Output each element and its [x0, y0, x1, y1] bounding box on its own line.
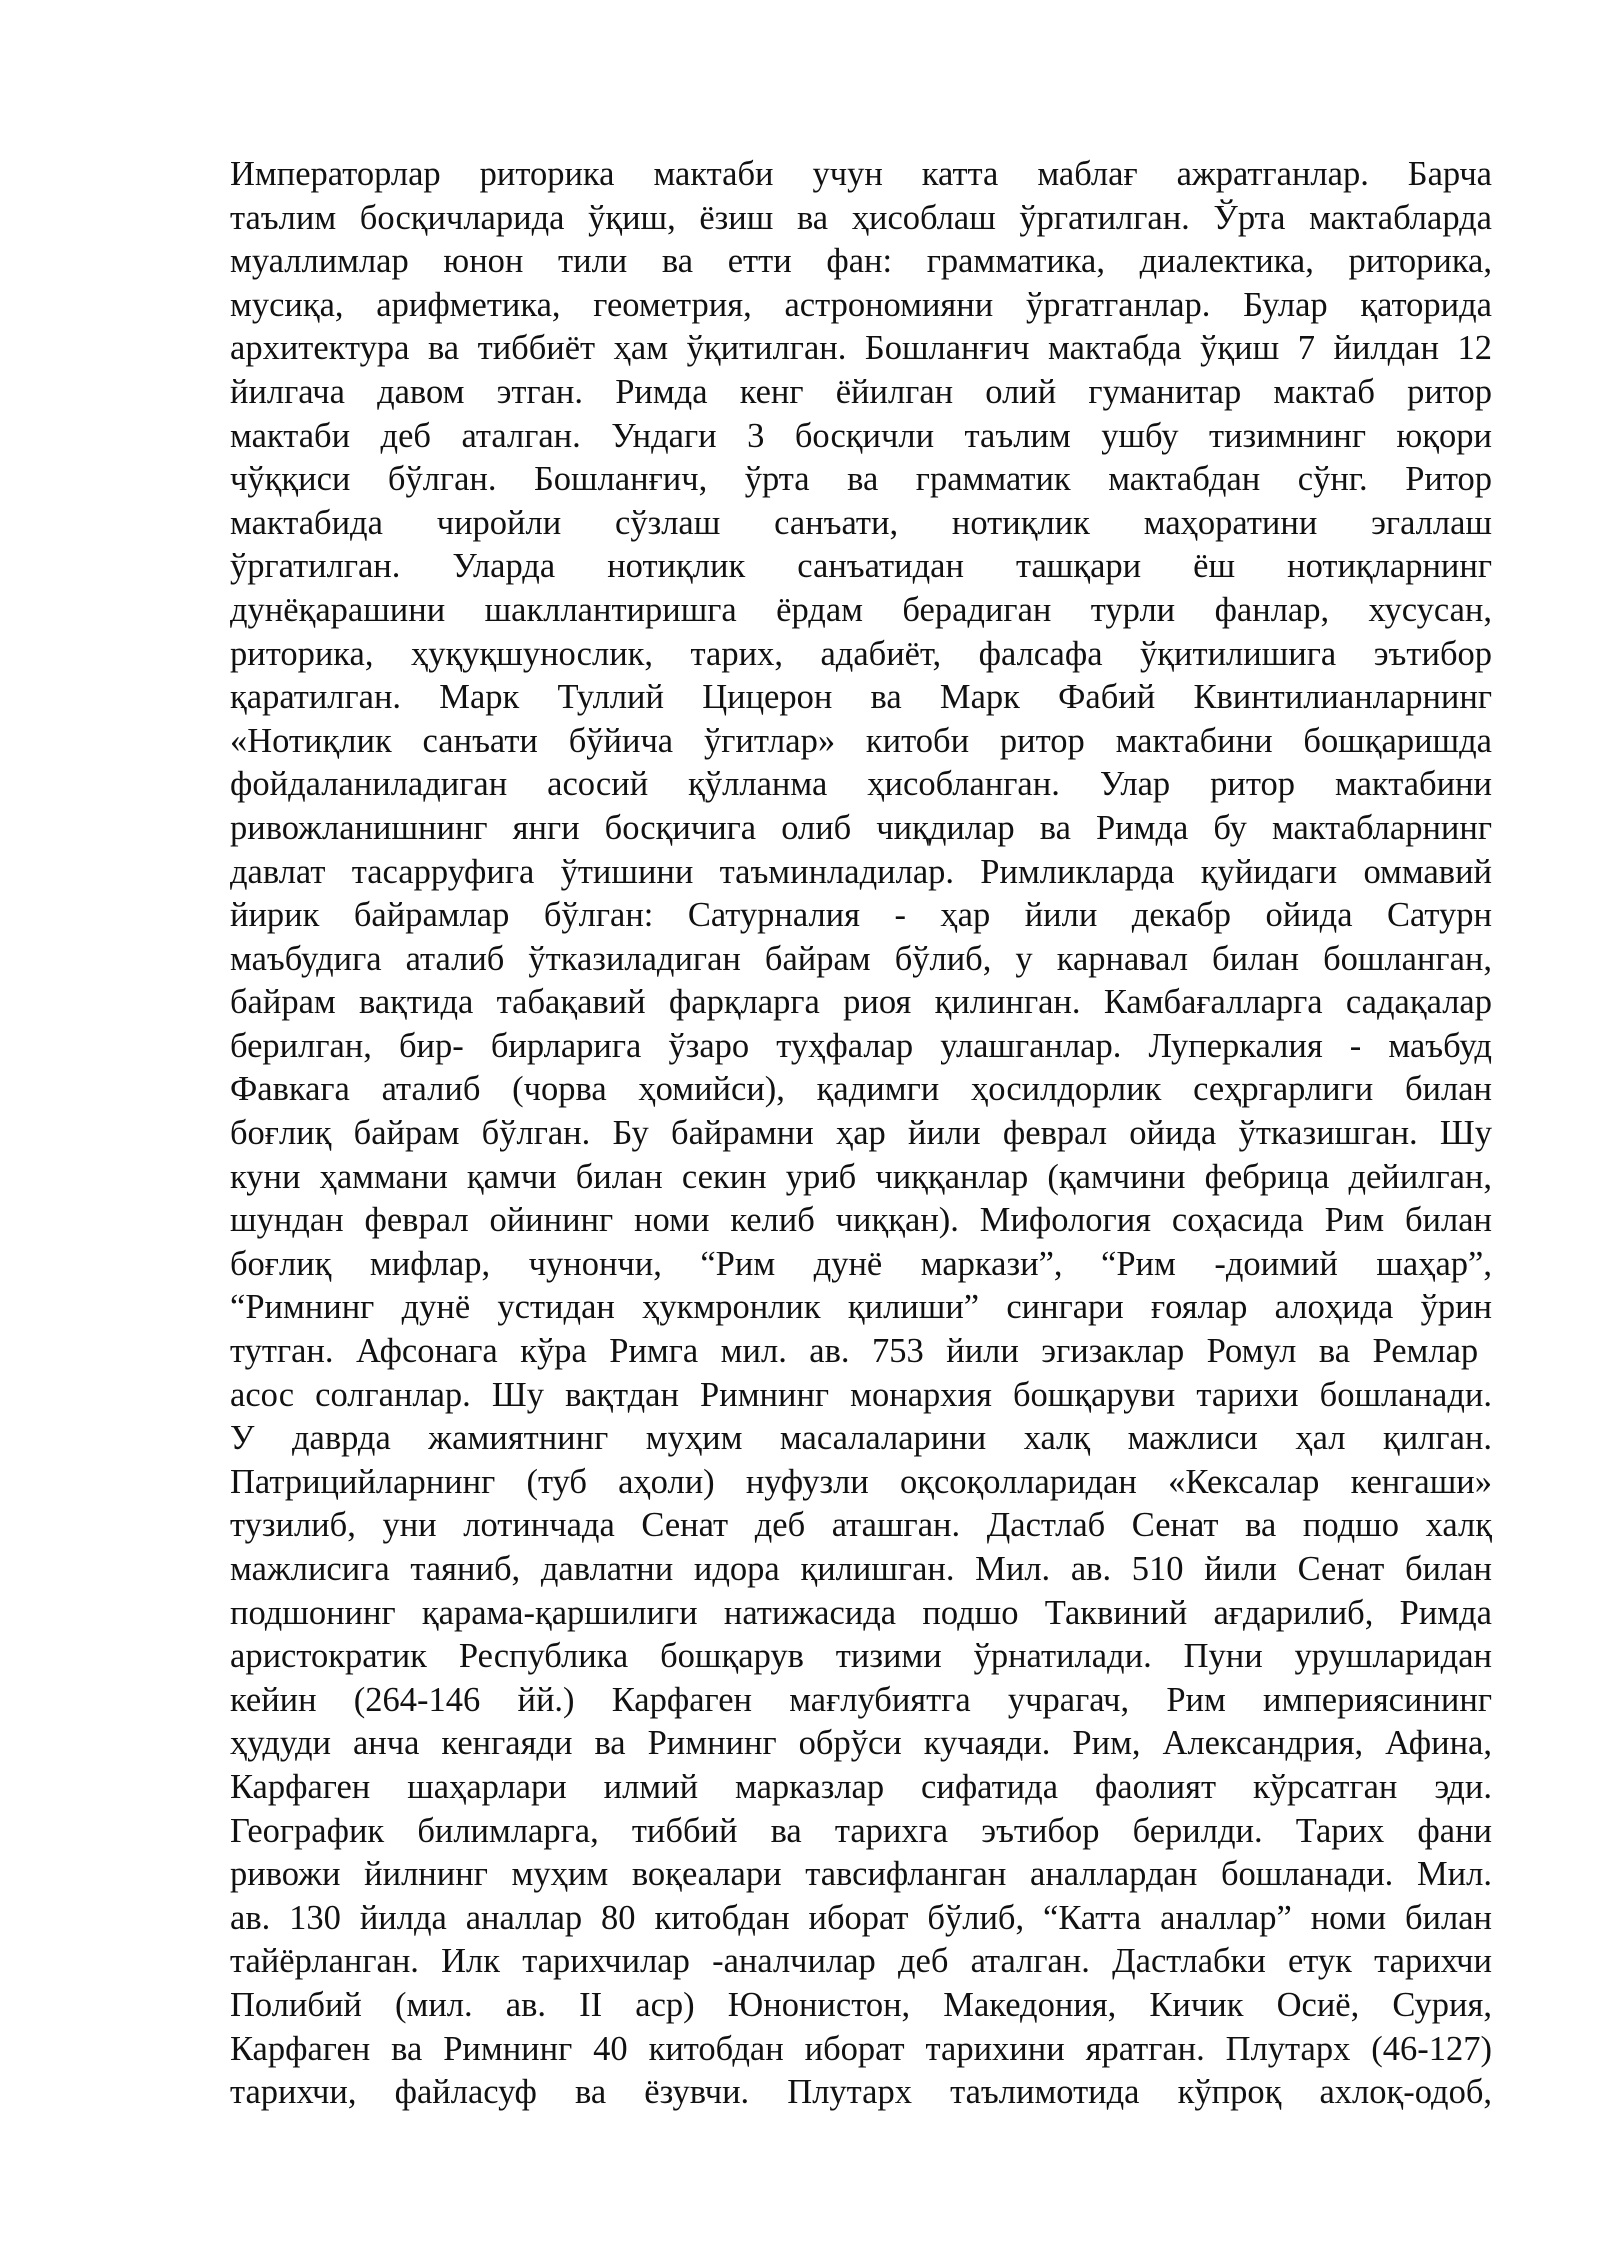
text-line: Фавкага аталиб (чорва ҳомийси), қадимги ҳосилдорлик сеҳргарлиги билан	[230, 1070, 1492, 1109]
text-line: муаллимлар юнон тили ва етти фан: грамматика, диалектика, риторика,	[230, 242, 1492, 281]
text-line: қаратилган. Марк Туллий Цицерон ва Марк Фабий Квинтилианларнинг	[230, 678, 1492, 717]
text-line: “Римнинг дунё устидан ҳукмронлик қилиши” сингари ғоялар алоҳида ўрин	[230, 1288, 1492, 1327]
text-line: У даврда жамиятнинг муҳим масалаларини халқ мажлиси ҳал қилган.	[230, 1419, 1492, 1458]
text-line: кейин (264-146 йй.) Карфаген мағлубиятга учрагач, Рим империясининг	[230, 1680, 1492, 1719]
text-line: тутган. Афсонага кўра Римга мил. ав. 753 йили эгизаклар Ромул ва Ремлар	[230, 1332, 1479, 1371]
text-line: Карфаген шаҳарлари илмий марказлар сифатида фаолият кўрсатган эди.	[230, 1767, 1492, 1806]
text-line: тайёрланган. Илк тарихчилар -аналчилар деб аталган. Дастлабки етук тарихчи	[230, 1942, 1492, 1981]
text-line: ҳудуди анча кенгаяди ва Римнинг обрўси кучаяди. Рим, Александрия, Афина,	[230, 1724, 1492, 1763]
text-line: ўргатилган. Уларда нотиқлик санъатидан ташқари ёш нотиқларнинг	[230, 547, 1492, 586]
text-line: Императорлар риторика мактаби учун катта маблағ ажратганлар. Барча	[230, 155, 1492, 193]
text-line: боғлиқ байрам бўлган. Бу байрамни ҳар йили феврал ойида ўтказишган. Шу	[230, 1114, 1492, 1153]
text-line: риторика, ҳуқуқшунослик, тарих, адабиёт, фалсафа ўқитилишига эътибор	[230, 634, 1492, 673]
text-line: Карфаген ва Римнинг 40 китобдан иборат тарихини яратган. Плутарх (46-127)	[230, 2029, 1492, 2068]
text-line: подшонинг қарама-қаршилиги натижасида подшо Таквиний ағдарилиб, Римда	[230, 1593, 1492, 1632]
text-line: шундан феврал ойининг номи келиб чиққан). Мифология соҳасида Рим билан	[230, 1201, 1492, 1240]
text-line: чўққиси бўлган. Бошланғич, ўрта ва грамматик мактабдан сўнг. Ритор	[230, 460, 1492, 499]
text-line: аристократик Республика бошқарув тизими ўрнатилади. Пуни урушларидан	[230, 1637, 1492, 1676]
text-line: мактабида чиройли сўзлаш санъати, нотиқлик маҳоратини эгаллаш	[230, 503, 1492, 542]
text-line: берилган, бир- бирларига ўзаро туҳфалар улашганлар. Луперкалия - маъбуд	[230, 1026, 1492, 1065]
text-line: мажлисига таяниб, давлатни идора қилишган. Мил. ав. 510 йили Сенат билан	[230, 1550, 1492, 1588]
text-line: йилгача давом этган. Римда кенг ёйилган олий гуманитар мактаб ритор	[230, 372, 1492, 411]
text-line: дунёқарашини шакллантиришга ёрдам берадиган турли фанлар, хусусан,	[230, 590, 1492, 629]
text-line: ривожи йилнинг муҳим воқеалари тавсифланган аналлардан бошланади. Мил.	[230, 1855, 1492, 1894]
text-line: боғлиқ мифлар, чунончи, “Рим дунё маркази”, “Рим -доимий шаҳар”,	[230, 1244, 1492, 1283]
text-line: тузилиб, уни лотинчада Сенат деб аташган. Дастлаб Сенат ва подшо халқ	[230, 1506, 1492, 1545]
text-line: Географик билимларга, тиббий ва тарихга эътибор берилди. Тарих фани	[230, 1811, 1492, 1850]
text-line: йирик байрамлар бўлган: Сатурналия - ҳар йили декабр ойида Сатурн	[230, 896, 1492, 935]
text-line: архитектура ва тиббиёт ҳам ўқитилган. Бошланғич мактабда ўқиш 7 йилдан 12	[230, 329, 1492, 368]
text-line: Патрицийларнинг (туб аҳоли) нуфузли оқсоқолларидан «Кексалар кенгаши»	[230, 1462, 1492, 1501]
text-line: мактаби деб аталган. Ундаги 3 босқичли таълим ушбу тизимнинг юқори	[230, 416, 1492, 455]
text-line: «Нотиқлик санъати бўйича ўгитлар» китоби ритор мактабини бошқаришда	[230, 721, 1492, 760]
text-line: таълим босқичларида ўқиш, ёзиш ва ҳисоблаш ўргатилган. Ўрта мактабларда	[230, 198, 1492, 237]
text-line: асос солганлар. Шу вақтдан Римнинг монархия бошқаруви тарихи бошланади.	[230, 1375, 1492, 1414]
text-line: ав. 130 йилда аналлар 80 китобдан иборат бўлиб, “Катта аналлар” номи билан	[230, 1898, 1492, 1937]
text-line: байрам вақтида табақавий фарқларга риоя қилинган. Камбағалларга садақалар	[230, 983, 1492, 1022]
text-line: фойдаланиладиган асосий қўлланма ҳисобланган. Улар ритор мактабини	[230, 765, 1492, 804]
text-line: куни ҳаммани қамчи билан секин уриб чиққанлар (қамчини фебрица дейилган,	[230, 1157, 1492, 1196]
text-line: маъбудига аталиб ўтказиладиган байрам бўлиб, у карнавал билан бошланган,	[230, 939, 1492, 978]
text-line: мусиқа, арифметика, геометрия, астрономияни ўргатганлар. Булар қаторида	[230, 285, 1492, 324]
text-line: Полибий (мил. ав. II аср) Юнонистон, Македония, Кичик Осиё, Сурия,	[230, 1985, 1492, 2024]
body-text	[230, 153, 1492, 2115]
text-line: давлат тасарруфига ўтишини таъминладилар. Римликларда қуйидаги оммавий	[230, 852, 1492, 891]
text-line: тарихчи, файласуф ва ёзувчи. Плутарх таълимотида кўпроқ ахлоқ-одоб,	[230, 2073, 1492, 2112]
text-line: ривожланишнинг янги босқичига олиб чиқдилар ва Римда бу мактабларнинг	[230, 808, 1492, 847]
